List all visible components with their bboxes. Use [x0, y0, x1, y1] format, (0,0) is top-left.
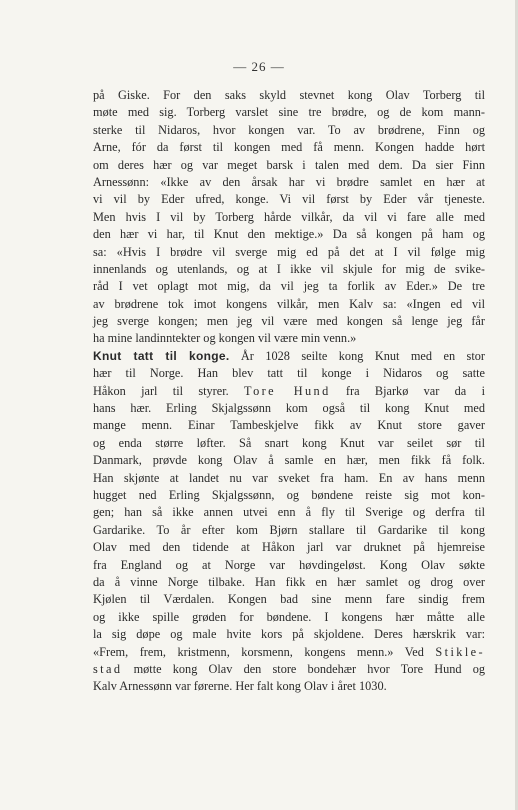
text-run: og ikke spille grøden for bøndene. I kongens hær måtte alle [93, 609, 485, 624]
text-line [93, 574, 485, 591]
text-run: sa: «Hvis I brødre vil sverge mig ed på det at I vil følge mig [93, 244, 485, 259]
text-line [93, 452, 485, 469]
text-line [93, 383, 485, 400]
text-run: hær til Norge. Han blev tatt til konge i Nidaros og satte [93, 366, 485, 381]
spaced-name: stad [93, 661, 123, 676]
text-run: gen; han så ikke annen utvei enn å fly til Sverige og derfra til [93, 505, 485, 520]
text-run: hugget ned Erling Skjalgssønn, og bøndene reiste sig mot kon- [93, 487, 485, 502]
text-line [93, 157, 485, 174]
text-run: fra Bjarkø var da i [330, 383, 485, 398]
text-run: Olav med den tidende at Håkon jarl var druknet på hjemreise [93, 540, 485, 555]
text-line [93, 226, 485, 243]
text-run: jeg sverge kongen; men jeg vil være med kongen så lenge jeg får [93, 314, 485, 329]
text-run: da å vinne Norge tilbake. Han fikk en hær samlet og drog over [93, 574, 485, 589]
text-run: la sig døpe og male hvite kors på skjoldene. Deres hærskrik var: [93, 627, 485, 642]
text-line [93, 191, 485, 208]
text-line [93, 244, 485, 261]
text-run: fra England og at Norge var høvdingeløst. Kong Olav søkte [93, 557, 485, 572]
text-line [93, 365, 485, 382]
text-run: ha mine landinntekter og kongen vil være min venn.» [93, 331, 357, 346]
text-run: på Giske. For den saks skyld stevnet kong Olav Torberg til [93, 88, 485, 102]
text-run: vi vil by Eder ufred, konge. Vi vil først by Eder vår tjeneste. [93, 192, 485, 207]
section-heading: Knut tatt til konge. [93, 348, 230, 363]
text-run: sterke til Nidaros, hvor kongen var. To av brødrene, Finn og [93, 122, 485, 137]
text-line [93, 504, 485, 521]
text-run: om deres hær og var meget barsk i talen med dem. Da sier Finn [93, 157, 485, 172]
text-line [93, 174, 485, 191]
text-run: mange menn. Einar Tambeskjelve fikk av Knut store gaver [93, 418, 485, 433]
text-line [93, 139, 485, 156]
text-run: Arnessønn: «Ikke av den årsak har vi brødre samlet en hær at [93, 174, 485, 189]
text-line [93, 591, 485, 608]
text-run: Kjølen til Værdalen. Kongen bad sine menn fare sindig frem [93, 592, 485, 607]
text-run: møtte kong Olav den store bondehær hvor Tore Hund og [122, 661, 485, 676]
text-line [93, 644, 485, 661]
text-run: Håkon jarl til styrer. [93, 383, 245, 398]
text-run: av brødrene tok imot kongens vilkår, men Kalv sa: «Ingen ed vil [93, 296, 485, 311]
text-line [93, 522, 485, 539]
text-run: den hær vi har, til Knut den mektige.» Da så kongen på ham og [93, 227, 485, 242]
text-line [93, 487, 485, 504]
spaced-name: Tore Hund [244, 383, 331, 398]
text-line [93, 296, 485, 313]
text-line [93, 122, 485, 139]
text-line [93, 330, 485, 347]
text-run: Men hvis I vil by Torberg hårde vilkår, da vil vi fare alle med [93, 209, 485, 224]
text-line [93, 313, 485, 330]
text-run: Danmark, prøvde kong Olav å samle en hær, men fikk få folk. [93, 453, 485, 468]
text-line [93, 557, 485, 574]
page-number: — 26 — [233, 59, 285, 74]
text-line [93, 539, 485, 556]
text-line [93, 209, 485, 226]
text-line [93, 278, 485, 295]
spaced-name: Stikle- [435, 644, 485, 659]
text-run: møte med sig. Torberg varslet sine tre brødre, og de kom mann- [93, 105, 485, 120]
text-line [93, 261, 485, 278]
text-run: og enda større løfter. Så snart kong Knut var seilet sør til [93, 435, 485, 450]
text-run: Han skjønte at landet nu var sveket fra ham. En av hans menn [93, 470, 485, 485]
text-run: Gardarike. To år efter kom Bjørn stallare til Gardarike til kong [93, 522, 485, 537]
text-line [93, 87, 485, 104]
text-line [93, 626, 485, 643]
text-run: «Frem, frem, kristmenn, korsmenn, kongens menn.» Ved [93, 644, 436, 659]
text-run: Arne, fór da først til kongen med få menn. Kongen hadde hørt [93, 140, 485, 155]
text-run: innenlands og utenlands, og at I ikke vil skjule for mig de svike- [93, 261, 485, 276]
text-line [93, 348, 485, 365]
text-line [93, 417, 485, 434]
text-run: År 1028 seilte kong Knut med en stor [229, 348, 485, 363]
text-run: hans hær. Erling Skjalgssønn kom også til kong Knut med [93, 401, 485, 416]
text-line [93, 104, 485, 121]
text-line [93, 678, 485, 695]
text-line [93, 609, 485, 626]
body-text [93, 87, 485, 696]
text-line [93, 400, 485, 417]
text-run: Kalv Arnessønn var førerne. Her falt kong Olav i året 1030. [93, 679, 387, 694]
text-line [93, 435, 485, 452]
text-line [93, 470, 485, 487]
text-run: råd I vet oplagt mot mig, da vil jeg ta forlik av Eder.» De tre [93, 279, 485, 294]
text-line [93, 661, 485, 678]
